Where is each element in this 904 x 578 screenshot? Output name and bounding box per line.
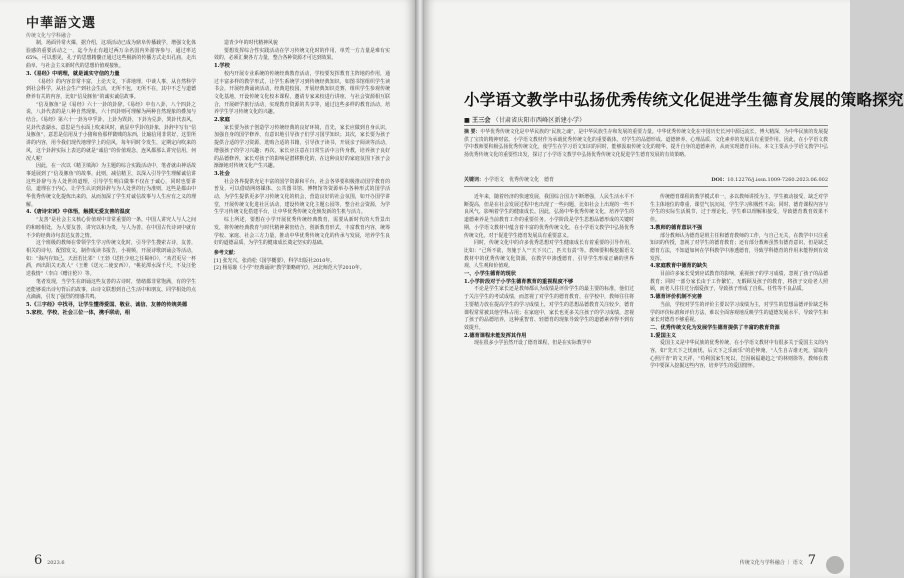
paragraph: 笔者发现，当学生在朗诵这些友善的古诗时，情绪都非常饱满，有的学生还能够说出诗句背后的故事，由诗文联想到自己生活中和朋友、同学相处的点点滴滴，引发了强烈的情感共鸣。: [26, 278, 196, 301]
section-heading: 5.德育评价机制不完善: [650, 294, 703, 301]
paragraph: 现在很多小学虽然开设了德育课程，但是在实际教学中: [474, 340, 592, 347]
right-journal: 传统文化与学科融合 ｜ 语文: [739, 560, 803, 566]
paragraph: 传统德育课程的教学模式单一，多以教师讲授为主，学生被动接受，缺乏对学生主体地位的尊重，课堂气氛沉闷，学生学习积极性不高；同时，德育课程内容与学生的实际生活脱节，过于理论化，学生难以理解和接受，导致德育教育效果不佳。: [650, 194, 828, 224]
reference-item: [1] 张光兴，张尚松《国学概要》，科学出版社2010年。: [214, 257, 336, 264]
paragraph: 部分教师认为德育是班主任和德育教师的工作，与自己无关，在教学中只注重知识的传授，忽视了对学生的德育教育；还有部分教师虽然有德育意识，但是缺乏德育方法，不知道如何在学科教学中渗透德育，导致学科德育的作用未能得到有效发挥。: [650, 232, 828, 262]
author-line: [464, 115, 585, 124]
paragraph: 爱国主义是中华民族的优秀传统，在小学语文教材中有很多关于爱国主义的内容，如“先天下之忧而忧，后天下之乐而乐”的范仲淹，“人生自古谁无死，留取丹心照汗青”的文天祥，“苟利国家生死以，岂因祸福避趋之”的林则徐等，教师在教学中要深入挖掘这些内容，培养学生的爱国情怀。: [650, 340, 828, 370]
paragraph: 《易经》的内容非常丰富，上论天文，下讲地理，中谈人事，从自然科学到社会科学，从社会生产到社会生活，无所不包，无所不在，其中不乏与道德修养有关的内容，比如“信及豚鱼”的诚实诚信故事。: [26, 78, 196, 100]
paragraph: 不论是学生家长还是教师都认为成绩是评价学生的最主要的标准，他们过于关注学生的考试成绩，而忽视了对学生的德育教育，在学校中，教师往往将主要精力放在提高学生的学习成绩上，对学生的思想品德教育关注较少，德育课程常常被其他学科占用；在家庭中，家长也更多关注孩子的学习成绩，忽视了孩子的品德培养，这种重智育、轻德育的现象导致学生的道德素养得不到有效提升。: [464, 286, 634, 331]
abstract: [464, 129, 828, 159]
left-footer: [34, 553, 65, 568]
masthead-title: 中華語文選: [26, 16, 97, 31]
watermark-logo-icon: [826, 556, 844, 574]
right-footer: [740, 553, 816, 568]
section-heading: 2.家庭: [214, 117, 230, 124]
section-heading: 3.社会: [214, 170, 230, 177]
section-heading: 二、优秀传统文化为发展学生德育提供了丰富的教育资源: [650, 324, 780, 331]
left-column-1: [26, 40, 196, 545]
paragraph: 综上所述，要想在小学开展优秀传统经典教育，需要从新时代的大背景出发，将传统经典教育与时代精神紧密结合，创新教育形式，丰富教育内容，统筹学校、家庭、社会三方力量，推动中华优秀传统文化的传承与发展，培养学生良好的道德品质，为学生的健康成长奠定坚实的基础。: [214, 217, 390, 247]
paragraph: 校内开展专业系统的传统经典教育活动，学校要发挥教育主阵地的作用，通过丰富多样的教学形式，让学生系统学习到传统经典知识，如图书馆组织学生读书会，开展经典诵读活动，经典进校园，开展经典知识竞赛，组织学生参观传统文化基地，开设传统文化校本课程，邀请专家来校进行讲座，与社会资源相互联合，开展研学旅行活动，实现教育资源的共享等，通过这些多样的教育活动，培养学生学习传统文化的兴趣。: [214, 70, 390, 116]
paragraph: 制，场面异常火爆，据介绍，这项活动已成为鼎阜传播载学，增强文化体验感的重要活动之一，迄今为止有超过两万余名国内外游客参与，通过率达65%，可以想见，孔子的思想精髓正通过这些极新的传播方式走出孔庙，走出曲阜，与社会主义新时代的思想价值观接轨。: [26, 40, 196, 70]
left-page: [0, 0, 415, 578]
masthead-subtitle: 传统文化与学科融合: [26, 33, 72, 39]
paragraph: 社会各界提供充足丰富的国学资源和平台，社会各界要积极推动国学教育的普及，可以借助网络媒体、公共图书馆、博物馆等资源举办各种形式的国学活动，为学生提供更多学习传统文化的机会，营造良好的社会氛围，如开办国学讲堂，开展传统文化进社区活动，建设传统文化主题公园等，整合社会资源，为学生学习传统文化搭建平台，让中华优秀传统文化焕发新的生机与活力。: [214, 178, 390, 216]
section-heading: 1.学校: [214, 63, 230, 70]
paragraph: 近年来，随着经济的快速发展，我国综合国力不断增强，人民生活水平不断提高，但是在社会发展过程中也出现了一些问题，比如社会上出现的一些不良风气，影响着学生的健康成长。因此，弘扬中华优秀传统文化，培养学生的道德素养是当前教育工作的重要任务。小学阶段是学生思想品德形成的关键时期，小学语文教材中蕴含着丰富的优秀传统文化，在小学语文教学中弘扬优秀传统文化，对于促进学生德育发展具有重要意义。: [464, 194, 634, 239]
reference-item: [2] 杨易璇《小学“经典诵读”教学策略研究》，河北师范大学2010年。: [214, 265, 365, 272]
section-heading: 一、小学生德育的现状: [464, 271, 516, 278]
section-heading: 3.教师的德育意识不强: [650, 224, 703, 231]
references-title: 参考文献：: [214, 249, 239, 256]
section-heading: 3.《易经》中明理，就是诚实守信的力量: [26, 70, 120, 77]
right-column-2: [650, 194, 828, 549]
section-heading: 2.德育课程未能发挥其作用: [464, 332, 527, 339]
paragraph: “友善”是社会主义核心价值观中非常重要的一条，中国人讲究人与人之间的和睦相处，为人要友善，讲究以和为贵，与人为善，在中国古代诗词中就有不少的经典诗句表达友善之情。: [26, 217, 196, 239]
right-page-number: 7: [807, 553, 816, 568]
masthead: [26, 12, 96, 39]
paragraph: 因此，在一次以《精卫填海》为主题的综合实践活动中，笔者就由神话故事延展到了“信及豚鱼”的故事，此则，减信精卫，以深入引导学生理解诚信讲这些卦辞与为人处世的道理，引导学生明白做事不仅在于诚心，同时也要讲信，道理在于内心，让学生认识到卦辞与为人处世的行为准则，这些是都由中华优秀传统文化提炼出来的，从而加深了学生对诚信故事与人生应有之义的理解。: [26, 163, 196, 208]
section-heading: 1.小学阶段对于小学生德育教育的重视程度不够: [464, 278, 574, 285]
section-heading: 5.家校、学校、社会三位一体，携手联动，相: [26, 309, 130, 316]
right-column-1: [464, 194, 634, 549]
right-page: [424, 0, 904, 578]
paragraph: 造青少年的时代精神风貌: [224, 40, 278, 46]
doi: [711, 176, 828, 183]
paragraph: 目前许多家长受到应试教育的影响，重视孩子的学习成绩，忽视了孩子的品德教育；同时一部分家长由于工作繁忙，无暇顾及孩子的教育，将孩子交给老人照顾，而老人往往过分溺爱孩子，导致孩子形成了自私、任性等不良品质。: [650, 271, 828, 293]
book-gutter: [415, 0, 424, 578]
left-page-number: 6: [34, 553, 43, 568]
keywords-row: [464, 176, 828, 183]
left-issue: 2023.6: [47, 560, 65, 566]
section-heading: 4.家庭教育中德育的缺失: [650, 263, 708, 270]
author-name: ■ 王三会: [464, 117, 491, 124]
paragraph: 要想发挥综合性实践活动在学习传统文化时的作用，单凭一方力量是难有实效的，必须汇聚各方力量，整合各种资源才可达到效果。: [214, 47, 390, 62]
abstract-label: 摘 要：: [464, 129, 481, 135]
paragraph: “信及豚鱼”是《易经》六十一卦的卦辞。《易经》中有八卦，八个四卦之说，八卦代表的是八种自然现象，六十四卦则可理解为两种自然现象的叠加与结合。《易经》第六十一卦为中孚卦，上卦为巽卦，下卦为兑卦，巽卦代表风，兑卦代表湖水，意思是当水面上吹来风时，就显中孚卦的卦象，卦辞中写有“信及豚鱼”，意思是信用及于小猪和鱼那样微贱的东西，比喻信用非常好，这里所讲的内容，用今我们现代地理学上的信风，每年同时令发生，定期定向吹来的风，这个卦辞实际上表达的就是“诚信”的价值观念，连风都那么讲究信用，何况人呢！: [26, 101, 196, 162]
section-heading: 1.爱国主义: [650, 332, 677, 339]
keywords-label: 关键词：: [464, 177, 485, 183]
abstract-rule: [464, 186, 828, 187]
paragraph: 这个班级的教师在带领学生学习传统文化时，引导学生搜索古诗，友善，相关的诗句，配图发文，制作成读书报告，小视频，开展诗歌朗诵会等活动，如：“海内存知己，天涯若比邻”（王勃《送杜少府之任蜀州》），“劝君更尽一杯酒，西出阳关无故人”（王维《送元二使安西》），“桃花潭水深千尺，不及汪伦送我情”（李白《赠汪伦》）等。: [26, 240, 196, 278]
section-heading: 4.《唐诗宋词》中体悟，触摸无爱友善的温度: [26, 209, 130, 216]
doi-label: DOI：: [711, 177, 728, 183]
section-heading: 5.《三字经》中找寻，让学生懂得爱国、敬业、诚信、友善的传统美德: [26, 301, 188, 308]
title-rule: [464, 125, 828, 126]
article-title: 小学语文教学中弘扬优秀传统文化促进学生德育发展的策略探究: [464, 90, 904, 109]
keywords: 小学语文 优秀传统文化 德育: [484, 177, 555, 183]
left-column-2: [214, 40, 390, 545]
author-affiliation: （甘肃省庆阳市西峰区新建小学）: [492, 117, 586, 124]
abstract-text: 中华优秀传统文化是中华民族的“民族之魂”，是中华民族生存和发展的重要力量。中华优秀传统文化在中国历史长河中源远流长，博大精深，为中华民族的发展提供了宝贵的精神财富。小学语文教材作为承载优秀传统文化的重要载体，对学生的品德形成、道德修养、心理品质、文化素养的发展具有重要作用。因此，在小学语文教学中教师要积极弘扬优秀传统文化，使学生在学习语文知识的同时，能够汲取传统文化的精华，提升自身的道德素养，从而实现德育目标。本文主要从小学语文教学中弘扬优秀传统文化的重要性出发，探讨了小学语文教学中弘扬优秀传统文化促进学生德育发展的有效策略。: [464, 129, 828, 158]
paragraph: 当前，学校对学生的评价主要以学习成绩为主，对学生的思想品德评价缺乏科学的评价标准和评价方法，难以全面客观地反映学生的道德发展水平，导致学生和家长对德育不够重视。: [650, 301, 828, 324]
paragraph: 同时，传统文化中的许多优秀思想对学生健康成长有着重要的引导作用，比如：“己所不欲，勿施于人”“天下兴亡，匹夫有责”等。教师要积极挖掘语文教材中的优秀传统文化资源，在教学中渗透德育，引导学生形成正确的世界观、人生观和价值观。: [464, 240, 634, 270]
doi-value: 10.12276/j.issn.1009-7260.2023.06.002: [727, 177, 828, 183]
paragraph: 家长要为孩子创造学习传统经典的良好环境，首先，家长应做到自身认识，加强自身的国学修养，有意识地引导孩子们学习国学知识；其次，家长要为孩子提供合适的学习资源，选购合适的书籍，引导孩子读书，开展亲子阅读等活动，增强孩子的学习兴趣；再次，家长应注意在日常生活中言传身教，培养孩子良好的品德修养，家长对孩子的影响是潜移默化的，在这种良好的家庭氛围下孩子会渐渐地对传统文化产生兴趣。: [214, 124, 390, 170]
